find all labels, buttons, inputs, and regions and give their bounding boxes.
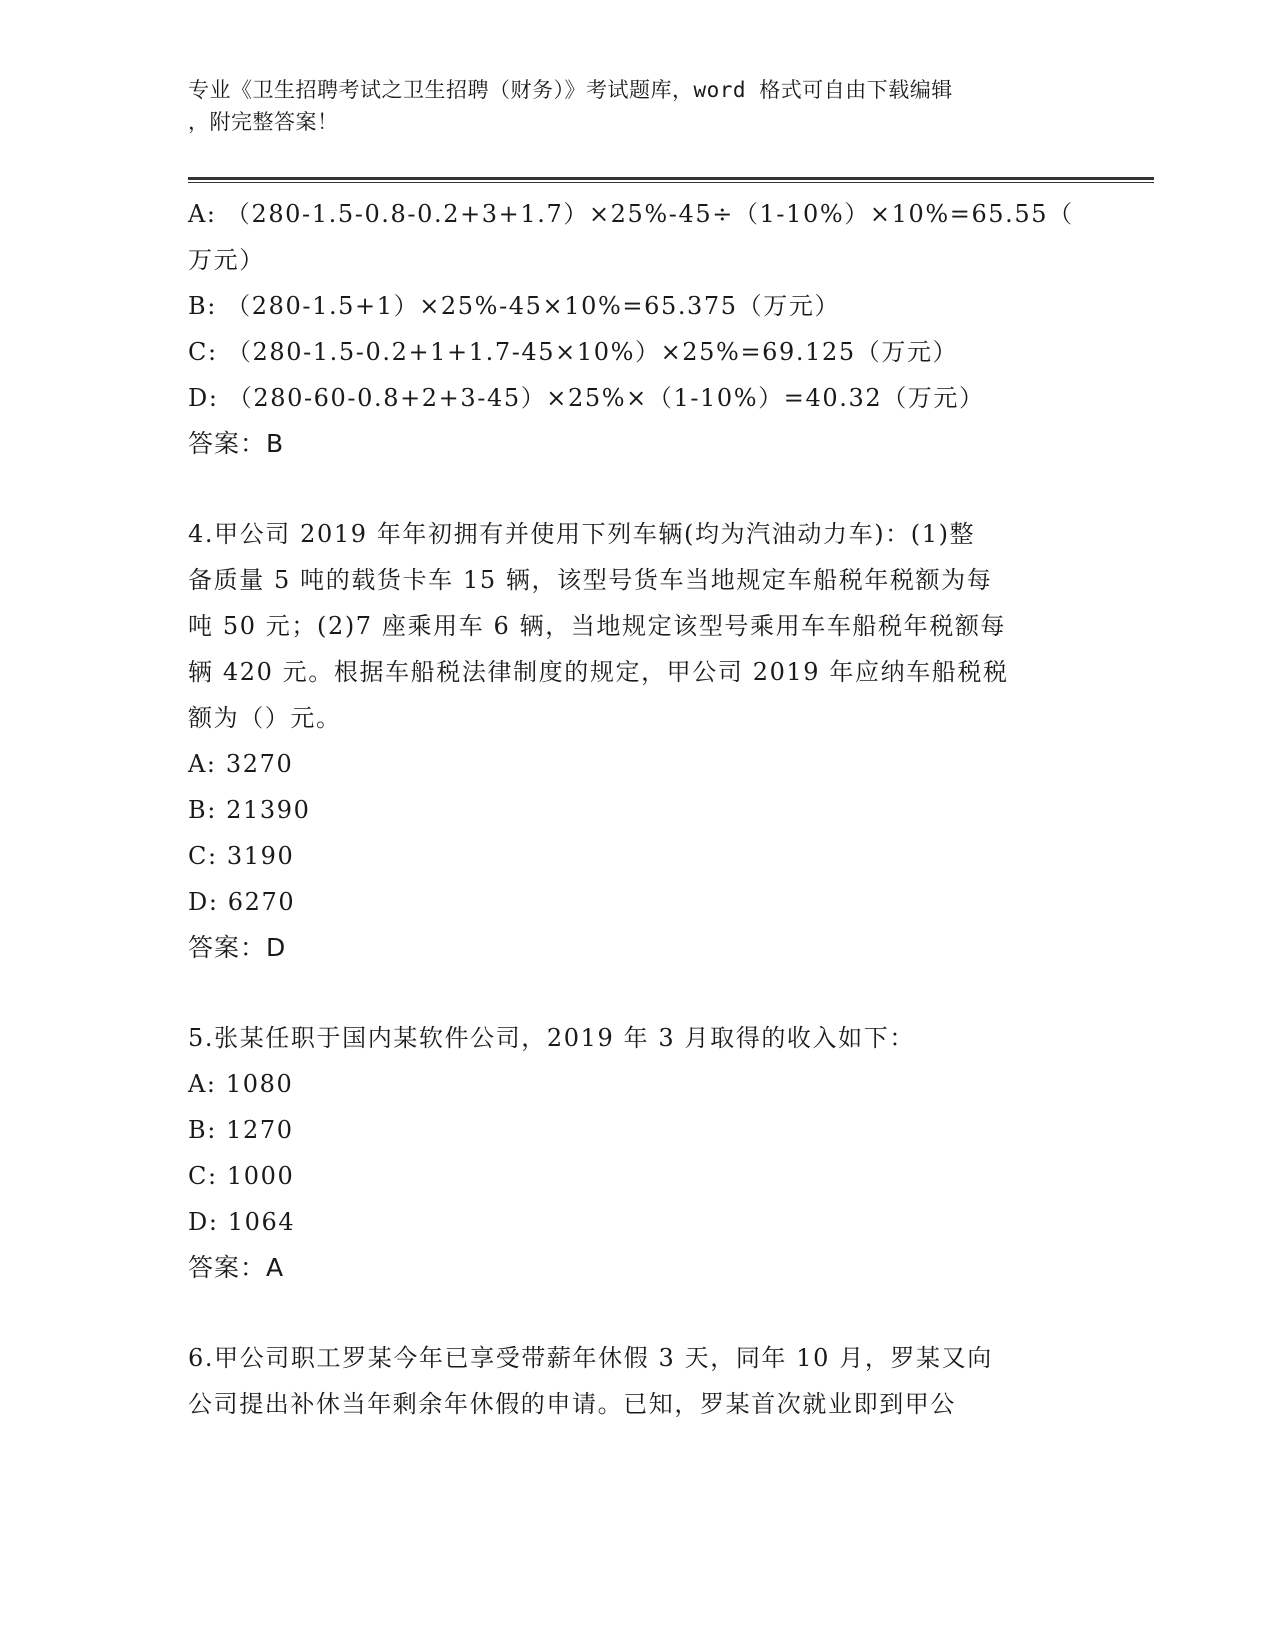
answer-label: 答案：D — [188, 933, 287, 962]
option-a-continued: 万元） — [188, 246, 265, 274]
question-3-block — [188, 191, 1088, 467]
option-d: D: 1064 — [188, 1208, 296, 1236]
document-header — [188, 74, 1088, 138]
header-line-2: ，附完整答案！ — [188, 110, 339, 134]
question-text-line: 辆 420 元。根据车船税法律制度的规定，甲公司 2019 年应纳车船税税 — [188, 658, 1009, 686]
question-6-block — [188, 1335, 1088, 1427]
question-text-line: 吨 50 元；(2)7 座乘用车 6 辆，当地规定该型号乘用车车船税年税额每 — [188, 612, 1007, 640]
option-d: D: 6270 — [188, 888, 296, 916]
header-line-1: 专业《卫生招聘考试之卫生招聘（财务）》考试题库，word 格式可自由下载编辑 — [188, 78, 953, 102]
answer-label: 答案：B — [188, 429, 285, 458]
answer-label: 答案：A — [188, 1253, 285, 1282]
question-text-line: 公司提出补休当年剩余年休假的申请。已知，罗某首次就业即到甲公 — [188, 1390, 956, 1418]
question-text-line: 4.甲公司 2019 年年初拥有并使用下列车辆(均为汽油动力车)：(1)整 — [188, 520, 976, 548]
question-text-line: 6.甲公司职工罗某今年已享受带薪年休假 3 天，同年 10 月，罗某又向 — [188, 1344, 993, 1372]
option-b: B: 21390 — [188, 796, 311, 824]
question-content — [188, 191, 1088, 1427]
option-a: A: 3270 — [188, 750, 294, 778]
option-d: D: （280-60-0.8+2+3-45）×25%×（1-10%）=40.32（万元） — [188, 384, 985, 412]
question-5-block — [188, 1015, 1088, 1291]
spacer — [188, 1291, 1088, 1335]
question-4-block — [188, 511, 1088, 971]
header-divider-thick — [188, 177, 1154, 180]
header-divider-thin — [188, 182, 1154, 183]
option-a: A: （280-1.5-0.8-0.2+3+1.7）×25%-45÷（1-10%）×10%=65.55（ — [188, 200, 1074, 228]
option-c: C: 3190 — [188, 842, 295, 870]
option-b: B: （280-1.5+1）×25%-45×10%=65.375（万元） — [188, 292, 841, 320]
spacer — [188, 971, 1088, 1015]
spacer — [188, 467, 1088, 511]
question-text-line: 备质量 5 吨的载货卡车 15 辆，该型号货车当地规定车船税年税额为每 — [188, 566, 993, 594]
option-c: C: （280-1.5-0.2+1+1.7-45×10%）×25%=69.125（万元） — [188, 338, 959, 366]
question-text-line: 5.张某任职于国内某软件公司，2019 年 3 月取得的收入如下： — [188, 1024, 915, 1052]
option-b: B: 1270 — [188, 1116, 294, 1144]
option-a: A: 1080 — [188, 1070, 294, 1098]
question-text-line: 额为（）元。 — [188, 704, 342, 732]
option-c: C: 1000 — [188, 1162, 295, 1190]
